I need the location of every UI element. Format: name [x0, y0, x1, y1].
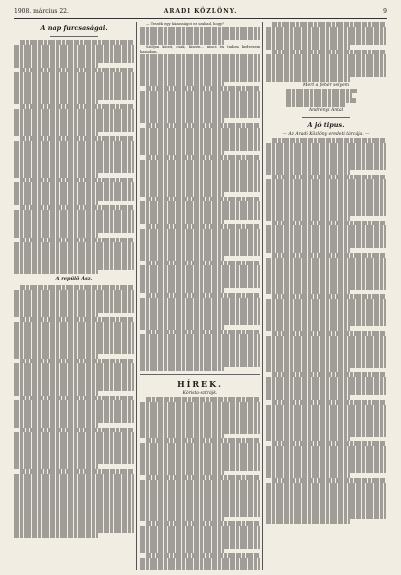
story-title: A jó tipus. [307, 121, 345, 130]
column-2 [140, 22, 260, 570]
masthead: ARADI KÖZLÖNY. [163, 8, 238, 15]
section-heading: A repülő Ász. [55, 276, 93, 283]
page-number: 9 [383, 8, 387, 15]
column-3 [266, 22, 386, 570]
article-title: A nap furcsaságai. [40, 24, 108, 32]
section-title: HÍREK. [177, 379, 223, 390]
column-divider [262, 22, 263, 570]
poem-body [266, 89, 386, 107]
dialogue-line: — Tessék egy házasságot ez szabad, hogy? [146, 22, 224, 26]
article-body [266, 22, 386, 82]
divider [140, 374, 260, 375]
article-body [140, 22, 260, 371]
poem-line: Mert a fehér selyem [302, 82, 350, 88]
column-1 [14, 22, 134, 570]
column-divider [136, 22, 137, 570]
divider [50, 36, 98, 37]
issue-date: 1908. március 22. [14, 8, 69, 15]
signature: Andrényi Antal [308, 108, 344, 114]
article-body [14, 285, 134, 538]
section-subtitle: Kórista-sztrájk. [182, 391, 218, 397]
story-subtitle: — Az Aradi Közlöny eredeti tárcája. — [282, 132, 370, 138]
article-body [14, 40, 134, 274]
article-body [140, 397, 260, 570]
dialogue-line: Szóljon kicsit, csak, hiszen... nincs én tudom kedvesem hazudom. [140, 44, 260, 54]
page-header [14, 6, 387, 19]
article-body [266, 138, 386, 524]
divider [302, 117, 350, 118]
